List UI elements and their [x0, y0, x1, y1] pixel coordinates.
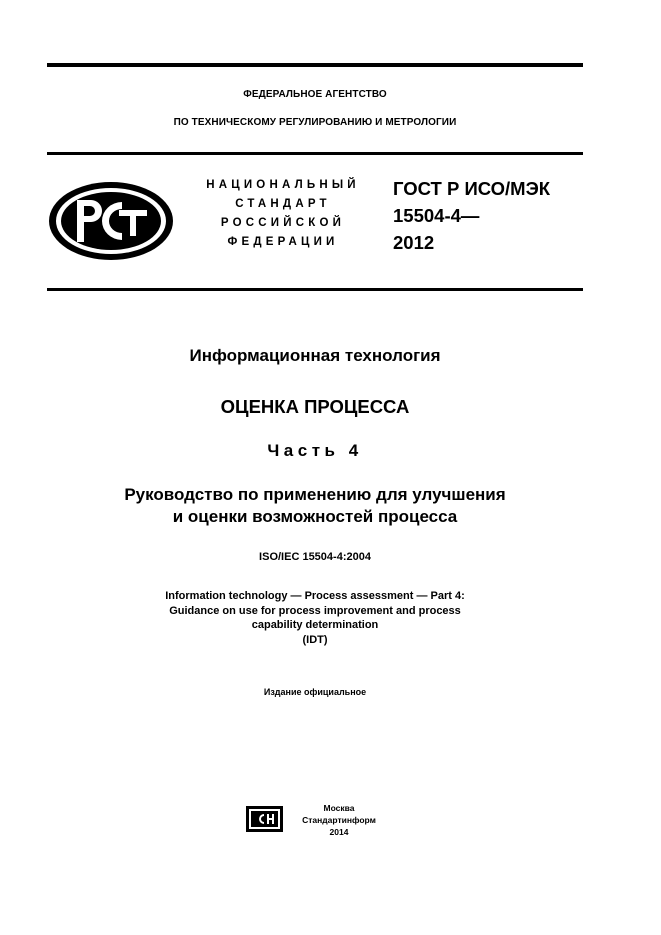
national-standard-line4: ФЕДЕРАЦИИ: [227, 236, 339, 248]
publisher-year: 2014: [329, 827, 349, 837]
english-title-line2: Guidance on use for process improvement and process: [169, 604, 461, 617]
subtitle-line1: Руководство по применению для улучшения: [124, 485, 506, 504]
publisher-name: Стандартинформ: [302, 815, 376, 825]
bottom-rule: [47, 288, 583, 291]
subtitle-line2: и оценки возможностей процесса: [172, 507, 458, 526]
english-title-line4: (IDT): [302, 633, 328, 646]
middle-rule: [47, 152, 583, 155]
english-title: [47, 589, 583, 647]
english-title-line1: Information technology — Process assessment — Part 4:: [165, 590, 465, 602]
top-rule: [47, 63, 583, 67]
document-subtitle: [47, 484, 583, 528]
edition-label: Издание официальное: [263, 687, 367, 697]
publisher-city: Москва: [323, 803, 355, 813]
gost-line2: 15504-4—: [393, 205, 480, 226]
agency-name-line1: ФЕДЕРАЛЬНОЕ АГЕНТСТВО: [243, 89, 387, 100]
iso-reference: ISO/IEC 15504-4:2004: [259, 551, 371, 563]
national-standard-line2: СТАНДАРТ: [235, 198, 331, 210]
national-standard-line3: РОССИЙСКОЙ: [220, 217, 346, 229]
english-title-line3: capability determination: [251, 619, 379, 631]
agency-name-line2: ПО ТЕХНИЧЕСКОМУ РЕГУЛИРОВАНИЮ И МЕТРОЛОГИИ: [173, 117, 457, 128]
document-title: Информационная технология: [189, 346, 441, 365]
gost-line1: ГОСТ Р ИСО/МЭК: [393, 178, 551, 199]
rst-logo-icon: [47, 180, 175, 262]
document-part: Часть 4: [267, 441, 363, 460]
gost-line3: 2012: [393, 232, 435, 253]
publisher-info: [294, 802, 384, 838]
standard-designation: [393, 175, 550, 256]
publisher-logo-icon: [246, 806, 283, 832]
national-standard-label: [188, 176, 378, 252]
document-main-title: ОЦЕНКА ПРОЦЕССА: [220, 396, 410, 417]
national-standard-line1: НАЦИОНАЛЬНЫЙ: [206, 179, 360, 191]
